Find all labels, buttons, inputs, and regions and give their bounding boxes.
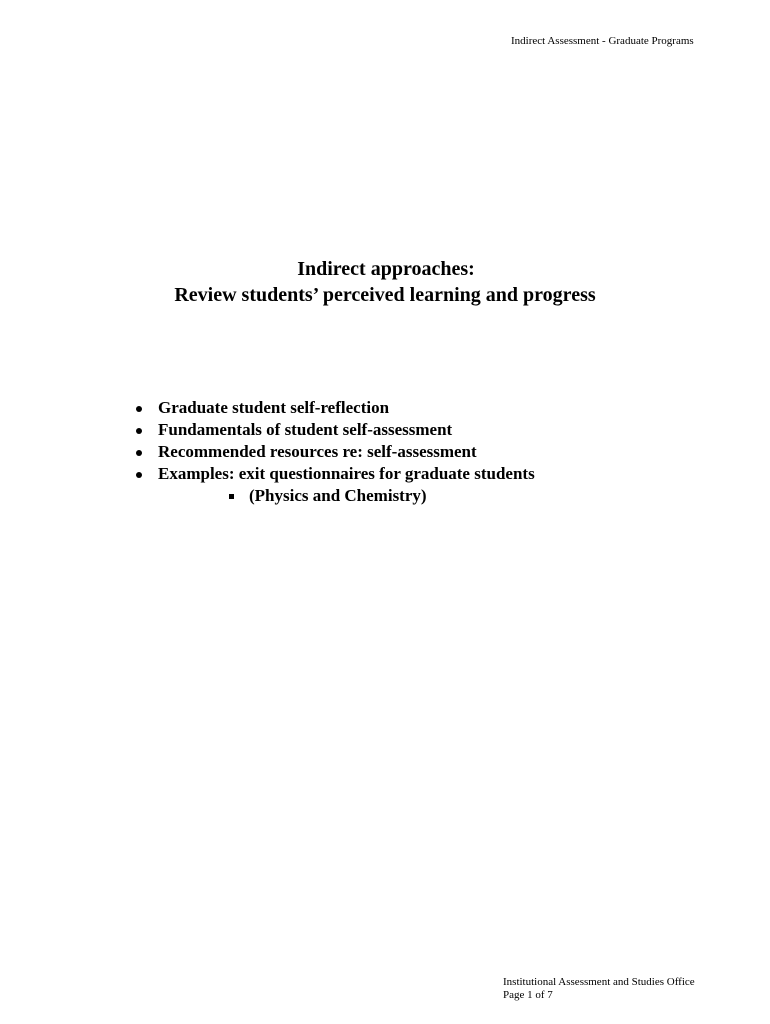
bullet-icon: [136, 406, 142, 412]
footer-page-number: Page 1 of 7: [503, 989, 553, 1001]
running-header: Indirect Assessment - Graduate Programs: [511, 35, 694, 47]
title-line-1: Indirect approaches:: [297, 258, 475, 280]
footer-office: Institutional Assessment and Studies Office: [503, 976, 695, 988]
list-item: [131, 419, 535, 441]
list-item: [131, 441, 535, 463]
list-item: [131, 397, 535, 419]
list-item-text: Graduate student self-reflection: [158, 398, 390, 417]
bullet-icon: [136, 450, 142, 456]
page-footer: [503, 976, 695, 1002]
page-title: [0, 256, 770, 308]
square-bullet-icon: [229, 494, 234, 499]
sub-list-item-text: (Physics and Chemistry): [249, 486, 427, 505]
bullet-list: [131, 397, 535, 485]
bullet-icon: [136, 472, 142, 478]
title-line-2: Review students’ perceived learning and progress: [174, 284, 596, 306]
list-item-text: Fundamentals of student self-assessment: [158, 420, 453, 439]
sub-list-item: [229, 485, 427, 507]
bullet-icon: [136, 428, 142, 434]
list-item: [131, 463, 535, 485]
list-item-text: Recommended resources re: self-assessment: [158, 442, 477, 461]
list-item-text: Examples: exit questionnaires for graduate students: [158, 464, 535, 483]
